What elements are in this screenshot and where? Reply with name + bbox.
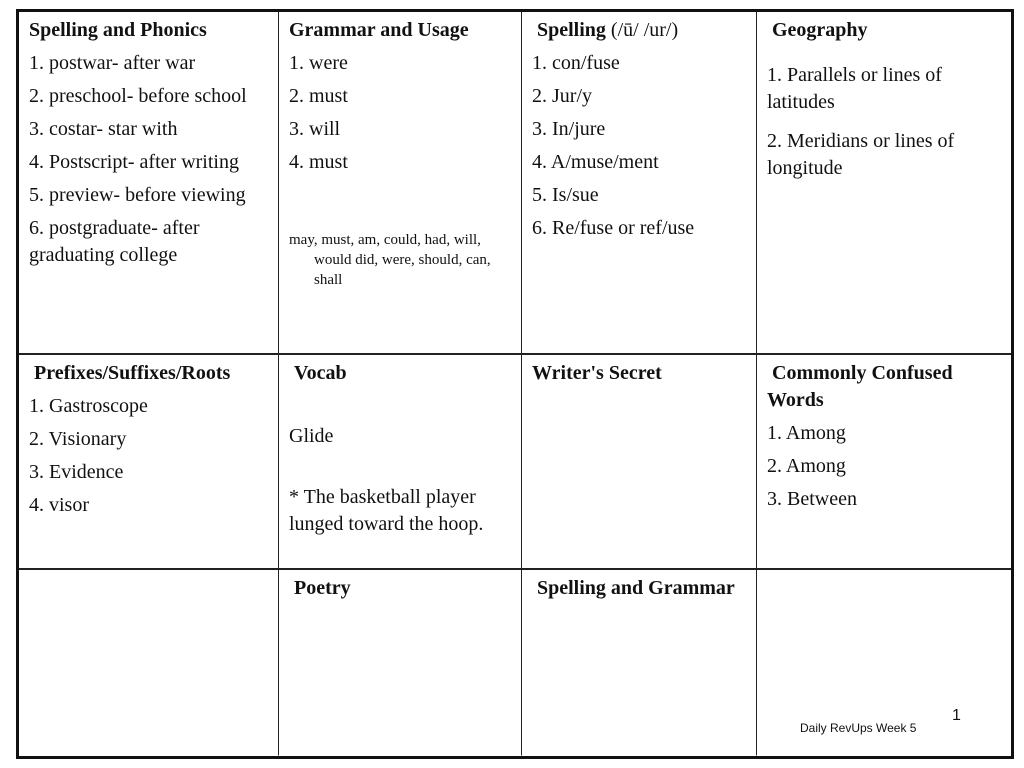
list-item: 1. were [289, 52, 348, 74]
list-item: 4. Postscript- after writing [29, 151, 239, 173]
list-item: 2. Jur/y [532, 85, 592, 107]
cell-geography [757, 12, 1011, 355]
cell-spelling-and-grammar [522, 570, 757, 756]
list-item: 2. must [289, 85, 348, 107]
cell-vocab [279, 355, 522, 570]
page-number: 1 [952, 707, 961, 724]
list-item: 6. Re/fuse or ref/use [532, 217, 695, 239]
cell-spelling-phonics [19, 12, 279, 355]
list-item: 2. Visionary [29, 428, 127, 450]
list-item: 4. visor [29, 494, 89, 516]
cell-title-text: Geography [772, 19, 868, 41]
cell-spelling [522, 12, 757, 355]
list-item: 3. Evidence [29, 461, 124, 483]
cell-title-sounds: (/ū/ /ur/) [605, 19, 679, 41]
cell-title-bold: Spelling [537, 19, 606, 41]
cell-title: Writer's Secret [532, 362, 662, 384]
cell-grammar-usage [279, 12, 522, 355]
list-item: 3. will [289, 118, 341, 140]
vocab-sentence: * The basketball player lunged toward the hoop. [289, 486, 484, 535]
cell-title-text: Commonly Confused Words [767, 362, 953, 411]
cell-title [289, 360, 511, 387]
list-item: 4. must [289, 151, 348, 173]
cell-title-text: Prefixes/Suffixes/Roots [34, 362, 231, 384]
list-item: 3. costar- star with [29, 118, 178, 140]
list-item: 2. Among [767, 455, 846, 477]
cell-title: Spelling and Phonics [29, 19, 207, 41]
footer-text: Daily RevUps Week 5 [800, 721, 917, 735]
cell-title: Spelling and Grammar [537, 577, 735, 599]
vocab-word: Glide [289, 425, 334, 447]
cell-poetry [279, 570, 522, 756]
list-item: 2. preschool- before school [29, 85, 247, 107]
cell-writers-secret [522, 355, 757, 570]
cell-title-text: Vocab [294, 362, 347, 384]
word-bank: may, must, am, could, had, will, would did, were, should, can, shall [289, 232, 491, 288]
cell-empty [19, 570, 279, 756]
cell-title [767, 360, 1001, 414]
list-item: 2. Meridians or lines of longitude [767, 130, 955, 179]
list-item: 1. Parallels or lines of latitudes [767, 64, 942, 113]
cell-title [289, 575, 511, 602]
cell-title [29, 360, 268, 387]
cell-title [532, 17, 746, 44]
list-item: 1. postwar- after war [29, 52, 196, 74]
cell-title: Grammar and Usage [289, 19, 469, 41]
cell-commonly-confused-words [757, 355, 1011, 570]
cell-prefixes-suffixes-roots [19, 355, 279, 570]
revups-table [16, 9, 1014, 759]
list-item: 1. con/fuse [532, 52, 620, 74]
list-item: 3. Between [767, 488, 857, 510]
list-item: 3. In/jure [532, 118, 606, 140]
list-item: 6. postgraduate- after graduating college [29, 217, 200, 266]
list-item: 4. A/muse/ment [532, 151, 659, 173]
list-item: 1. Gastroscope [29, 395, 148, 417]
cell-title [767, 17, 1001, 44]
cell-title-text: Poetry [294, 577, 351, 599]
list-item: 1. Among [767, 422, 846, 444]
list-item: 5. Is/sue [532, 184, 599, 206]
list-item: 5. preview- before viewing [29, 184, 246, 206]
